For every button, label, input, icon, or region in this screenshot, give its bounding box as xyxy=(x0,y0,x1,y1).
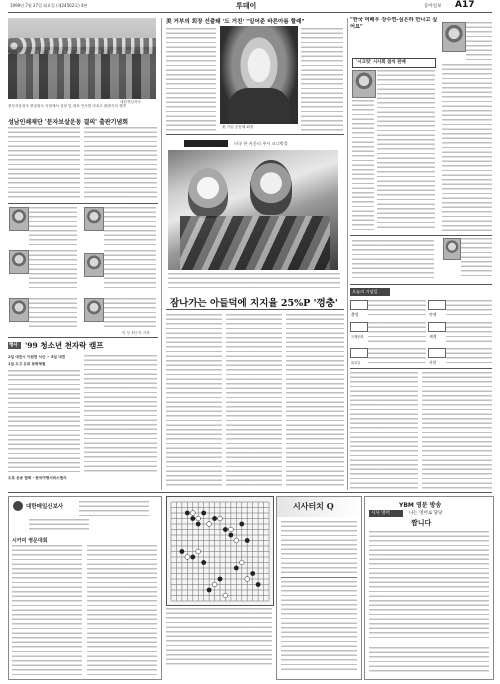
right-divider-3 xyxy=(350,368,492,369)
center-portrait-caption: 美 기업 공동체 회장 xyxy=(222,125,254,129)
right-box-text-6 xyxy=(446,348,492,364)
right-body-b xyxy=(466,22,492,62)
center-photo2-caption: 미국 한 카운티 주시 코너박물 xyxy=(234,141,288,146)
center-photo-caption-body xyxy=(168,273,340,291)
ybm-body xyxy=(369,531,489,641)
ybm-brand: YBM 영문 방송 xyxy=(399,502,442,509)
right-divider-2 xyxy=(350,284,492,285)
portrait-2 xyxy=(84,207,104,231)
quiz-title: 시사터치 Q xyxy=(293,501,334,511)
col-divider-left xyxy=(161,18,162,490)
left-divider-1 xyxy=(8,203,158,204)
center-main-body-a xyxy=(166,314,222,488)
right-notice-b xyxy=(461,238,492,278)
center-main-body-c xyxy=(286,314,344,488)
bottom-left-ad xyxy=(8,496,162,680)
right-portrait-2 xyxy=(442,22,466,52)
left-article1-body-b xyxy=(84,127,157,199)
right-box-label-5: 화요일 xyxy=(351,361,361,365)
profile-text-3 xyxy=(29,250,77,290)
bottom-left-info2 xyxy=(29,519,89,533)
left-group-photo xyxy=(8,18,156,99)
right-box-text-4 xyxy=(446,322,492,344)
masthead-paper: 동아일보 xyxy=(424,4,442,9)
right-headline: "한국 여배우 강수연-심은하 만나고 싶어요" xyxy=(350,17,438,30)
center-main-headline: 잠나가는 아들덕에 지지율 25%P '껑충' xyxy=(170,298,338,309)
profile-text-6 xyxy=(104,298,156,328)
ybm-subtitle: 짬니다 xyxy=(411,519,432,527)
page-number: A17 xyxy=(455,0,475,10)
right-portrait-3 xyxy=(443,238,461,260)
left-photo-caption: 정부서울청사 중앙청사 식당에서 상장 및 대표 인사를 마치고 출범식의 장면 xyxy=(8,104,126,108)
bottom-left-body-b xyxy=(87,545,157,675)
ybm-headline: 시사 영어 xyxy=(371,511,390,516)
center-portrait xyxy=(220,26,298,124)
right-box-5 xyxy=(350,348,368,365)
bottom-left-body-a xyxy=(12,545,82,675)
bottom-left-info xyxy=(79,501,149,517)
right-bottom-body-b xyxy=(422,372,492,490)
quiz-box xyxy=(276,496,362,680)
ybm-ad xyxy=(364,496,494,680)
profiles-credit: 이 부 3인 이 기자 xyxy=(122,331,150,335)
article2-sub1: 2일 대전시 이원면 서산 ~ 5일 대전 xyxy=(8,355,66,359)
masthead-section: 투데이 xyxy=(236,2,257,10)
left-divider-2 xyxy=(8,337,158,338)
center-top-body-b xyxy=(301,28,343,131)
center-main-photo xyxy=(168,150,338,270)
portrait-4 xyxy=(84,253,104,277)
right-box-label-3: 국제문화 xyxy=(351,335,364,339)
portrait-1 xyxy=(9,207,29,231)
bottom-left-logo: 대한매일신보사 xyxy=(26,504,64,510)
article2-headline: '99 청소년 천자락 캠프 xyxy=(25,341,104,350)
article2-body-a xyxy=(8,370,80,472)
right-box-label-4: 세계 xyxy=(429,334,437,339)
right-portrait-1 xyxy=(352,70,376,98)
right-box-label-6: 사람 xyxy=(429,360,437,365)
right-box-label-1: 출생 xyxy=(351,312,359,317)
article2-body-b xyxy=(84,355,157,472)
right-body-a2 xyxy=(352,100,374,230)
center-section-tag xyxy=(184,140,228,147)
profile-text-5 xyxy=(29,298,77,328)
profile-text-1 xyxy=(29,207,77,247)
go-commentary xyxy=(166,608,272,666)
right-section-label: 오늘의 기념일 xyxy=(352,289,378,294)
center-divider-1 xyxy=(166,134,344,135)
portrait-6 xyxy=(84,298,104,322)
right-box-text-5 xyxy=(368,348,426,364)
right-box-4 xyxy=(428,322,446,339)
left-article1-body-a xyxy=(8,127,80,199)
right-body-c xyxy=(442,64,492,232)
right-bottom-body-a xyxy=(350,372,418,490)
profile-text-4 xyxy=(104,250,156,290)
center-main-body-b xyxy=(226,314,282,488)
col-divider-right xyxy=(347,18,348,490)
masthead-date: 1999년 7월 27일 화요일 (제24562호) 4판 xyxy=(10,3,88,8)
right-box-1 xyxy=(350,300,368,317)
article2-sub2: 1일 오고 유료 문화체험 xyxy=(8,362,46,366)
ybm-tag: 나는 영어로 당당 xyxy=(409,511,443,516)
left-article1-headline: 성남인쇄재단 '문자보살운동 결의' 출판기념회 xyxy=(8,119,129,126)
profile-text-2 xyxy=(104,207,156,247)
right-body-a xyxy=(377,70,435,230)
left-photo-credit: 대한적십자사 xyxy=(120,100,141,104)
right-box-label-2: 연예 xyxy=(429,312,437,317)
right-box-text-2 xyxy=(446,300,492,318)
go-board xyxy=(166,496,274,606)
right-subhead: '시크릿' 시사회 참석 판매 xyxy=(356,60,406,65)
right-box-text-3 xyxy=(368,322,426,344)
quiz-divider xyxy=(281,577,357,578)
ybm-footer xyxy=(369,647,489,673)
right-box-text-1 xyxy=(368,300,426,318)
center-top-headline: 美 거부의 회장 선출돼 '도 거친' "일어준 바른아름 할래" xyxy=(166,19,305,25)
bottom-divider xyxy=(8,492,492,493)
masthead-rule xyxy=(8,12,492,13)
right-box-3 xyxy=(350,322,368,339)
right-box-2 xyxy=(428,300,446,317)
bottom-left-sub: 시카미 영문대회 xyxy=(12,538,48,544)
article2-badge-label: 행사 xyxy=(9,343,18,348)
bottom-left-logo-mark xyxy=(13,501,23,511)
portrait-3 xyxy=(9,250,29,274)
left-footer: 도로 운송 협회 - 한국여행서비스협의 xyxy=(8,476,67,480)
right-box-6 xyxy=(428,348,446,365)
right-divider-1 xyxy=(350,235,492,236)
quiz-body-a xyxy=(281,521,357,573)
portrait-5 xyxy=(9,298,29,322)
center-top-body-a xyxy=(166,28,216,131)
right-notice-a xyxy=(352,240,434,280)
center-headline-rule xyxy=(166,309,344,310)
go-board-grid xyxy=(167,497,273,605)
quiz-body-b xyxy=(281,581,357,673)
